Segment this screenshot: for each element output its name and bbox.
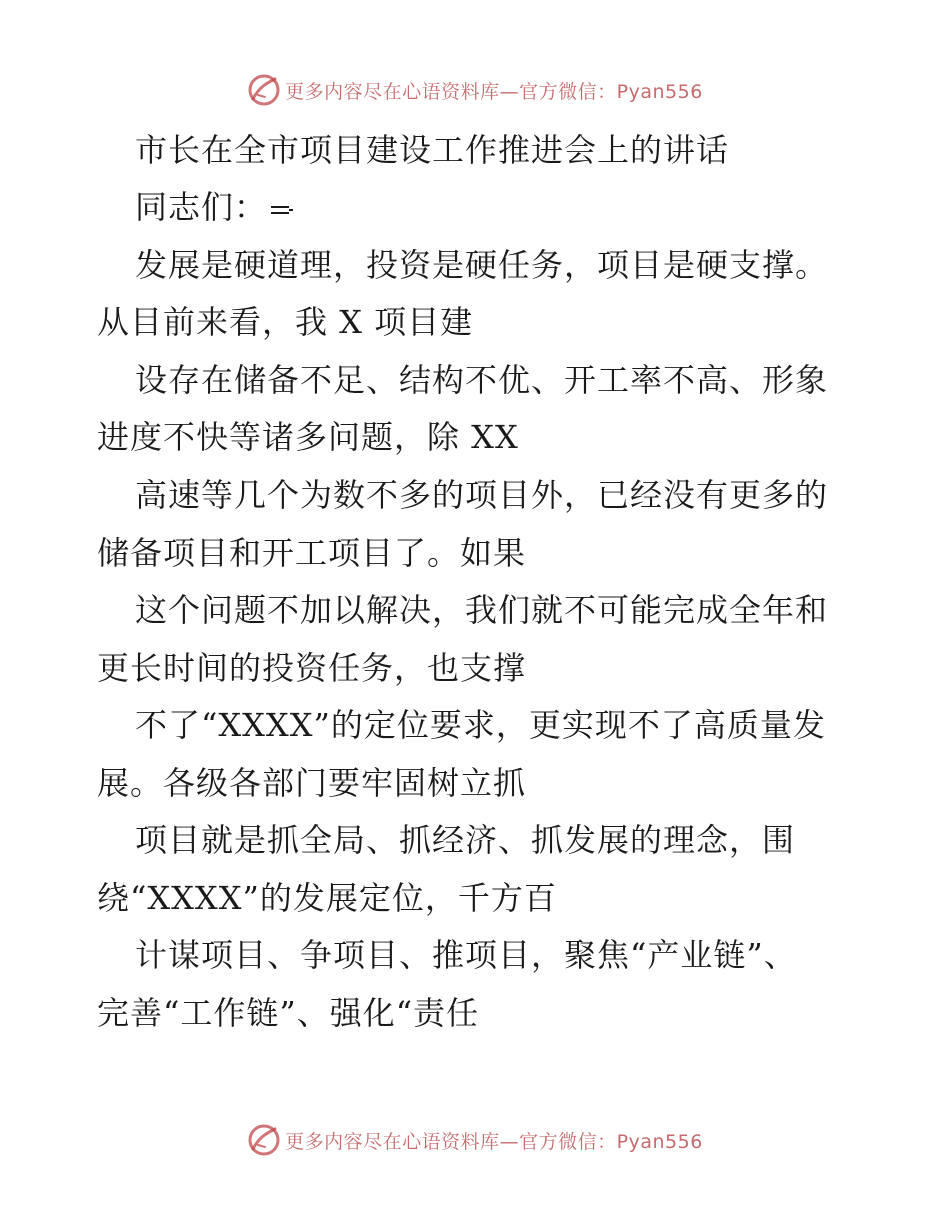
paragraph-line: 从目前来看，我 X 项目建 — [97, 303, 474, 341]
salutation — [135, 187, 293, 227]
paragraph-line: 展。各级各部门要牢固树立抓 — [97, 764, 527, 802]
watermark-text: 更多内容尽在心语资料库—官方微信：Pyan556 — [285, 80, 703, 103]
paragraph-line: 进度不快等诸多问题，除 XX — [97, 418, 519, 456]
paragraph-line: 更长时间的投资任务，也支撑 — [97, 649, 527, 687]
paragraph-line: 这个问题不加以解决，我们就不可能完成全年和 — [135, 591, 829, 629]
paragraph-line: 发展是硬道理，投资是硬任务，项目是硬支撑。 — [135, 246, 829, 284]
paragraph-line: 项目就是抓全局、抓经济、抓发展的理念，围 — [135, 821, 796, 859]
paragraph-line: 完善“工作链”、强化“责任 — [97, 994, 480, 1032]
paragraph-line: 绕“XXXX”的发展定位，千方百 — [97, 879, 557, 917]
document-title: 市长在全市项目建设工作推进会上的讲话 — [135, 131, 730, 169]
paragraph-line: 计谋项目、争项目、推项目，聚焦“产业链”、 — [135, 936, 797, 974]
paragraph-line: 高速等几个为数不多的项目外，已经没有更多的 — [135, 476, 829, 514]
header-watermark — [0, 70, 950, 110]
paragraph-line: 储备项目和开工项目了。如果 — [97, 534, 527, 572]
calligraphy-brush-seal-icon — [247, 73, 281, 107]
paragraph-line: 设存在储备不足、结构不优、开工率不高、形象 — [135, 361, 829, 399]
calligraphy-brush-seal-icon — [247, 1123, 281, 1157]
salutation-text: 同志们： — [135, 188, 268, 226]
paragraph-line: 不了“XXXX”的定位要求，更实现不了高质量发 — [135, 706, 826, 744]
watermark-text: 更多内容尽在心语资料库—官方微信：Pyan556 — [285, 1130, 703, 1153]
cursor-mark-icon — [269, 200, 293, 220]
footer-watermark — [0, 1120, 950, 1160]
